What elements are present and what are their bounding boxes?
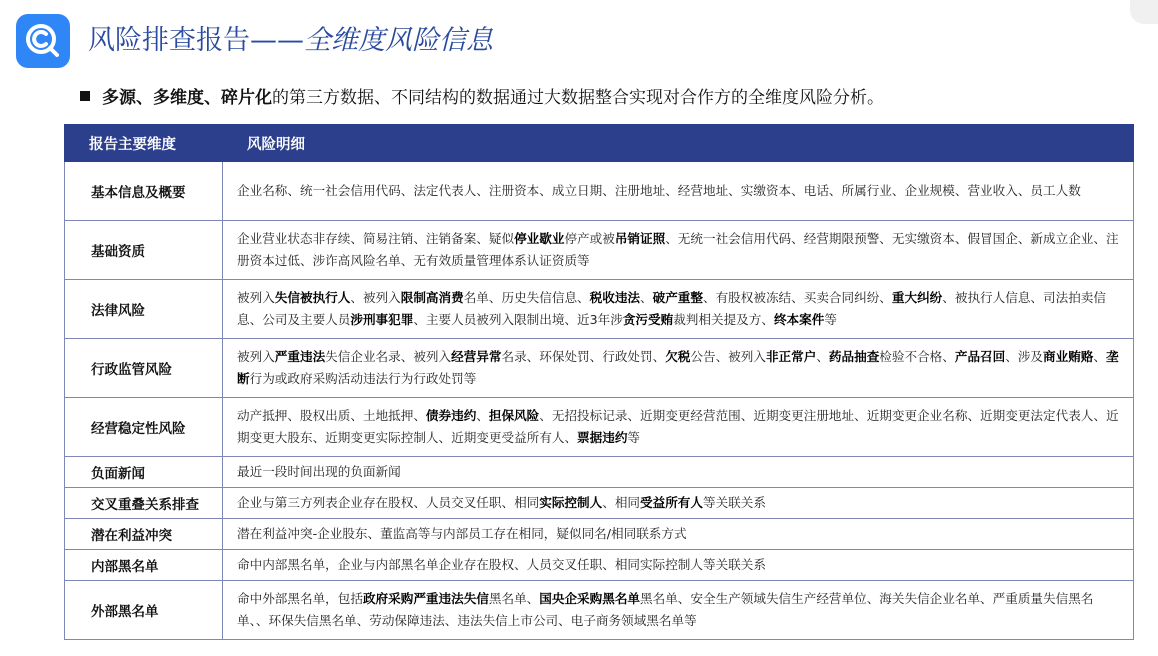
intro-rest: 的第三方数据、不同结构的数据通过大数据整合实现对合作方的全维度风险分析。 (272, 88, 884, 108)
detail-text: 企业与第三方列表企业存在股权、人员交叉任职、相同 (237, 495, 540, 510)
detail-text: 动产抵押、股权出质、土地抵押、 (237, 408, 426, 423)
detail-text: 潜在利益冲突-企业股东、董监高等与内部员工存在相同，疑似同名/相同联系方式 (237, 526, 687, 541)
corner-decoration (1130, 0, 1158, 24)
square-bullet-icon (80, 91, 90, 101)
detail-text: 命中内部黑名单，企业与内部黑名单企业存在股权、人员交叉任职、相同实际控制人等关联关系 (237, 557, 766, 572)
detail-text: 等 (627, 430, 640, 445)
intro-bullet (80, 86, 884, 110)
row-detail (223, 398, 1134, 457)
detail-emphasis: 停业歇业 (514, 231, 565, 246)
detail-emphasis: 吊销证照 (614, 231, 666, 246)
row-detail (223, 519, 1134, 550)
detail-emphasis: 票据违约 (577, 430, 628, 445)
detail-text: 公告、被列入 (690, 349, 766, 364)
detail-text: 命中外部黑名单，包括 (237, 591, 363, 606)
row-dimension: 负面新闻 (65, 457, 223, 488)
row-detail (223, 457, 1134, 488)
detail-text: 停产或被 (564, 231, 615, 246)
row-dimension: 基本信息及概要 (65, 162, 223, 221)
table-header-row (65, 125, 1134, 162)
detail-emphasis: 失信被执行人 (274, 290, 351, 305)
row-detail (223, 581, 1134, 640)
table-row (65, 581, 1134, 640)
row-dimension: 行政监管风险 (65, 339, 223, 398)
title-main: 风险排查报告—— (88, 25, 304, 56)
row-detail (223, 339, 1134, 398)
detail-emphasis: 受益所有人 (640, 495, 703, 510)
detail-text: 企业营业状态非存续、简易注销、注销备案、疑似 (237, 231, 515, 246)
detail-emphasis: 实际控制人 (539, 495, 603, 510)
detail-emphasis: 破产重整 (652, 290, 703, 305)
row-dimension: 基础资质 (65, 221, 223, 280)
detail-emphasis: 限制高消费 (400, 290, 464, 305)
detail-text: 、 (1093, 349, 1106, 364)
detail-text: 最近一段时间出现的负面新闻 (237, 464, 401, 479)
table-row (65, 519, 1134, 550)
detail-text: 、 (476, 408, 489, 423)
header-dimension: 报告主要维度 (65, 125, 223, 162)
detail-emphasis: 终本案件 (773, 312, 825, 327)
table-row (65, 457, 1134, 488)
row-detail (223, 221, 1134, 280)
detail-text: 、被执行人信息、司法拍卖信息、公司及主要人员 (237, 290, 1106, 327)
detail-text: 被列入 (237, 349, 275, 364)
magnifier-c-logo-icon (16, 14, 70, 68)
detail-emphasis: 非正常户 (765, 349, 817, 364)
table-row (65, 488, 1134, 519)
detail-text: 被列入 (237, 290, 275, 305)
detail-emphasis: 债券违约 (425, 408, 477, 423)
detail-emphasis: 产品召回 (954, 349, 1006, 364)
detail-emphasis: 商业贿赂 (1043, 349, 1094, 364)
detail-text: 、 (816, 349, 829, 364)
row-detail (223, 550, 1134, 581)
title-emphasis: 全维度风险信息 (304, 25, 493, 56)
detail-emphasis: 涉刑事犯罪 (350, 312, 414, 327)
row-detail (223, 488, 1134, 519)
table-row (65, 339, 1134, 398)
detail-emphasis: 重大纠纷 (891, 290, 943, 305)
table-row (65, 221, 1134, 280)
table-row (65, 398, 1134, 457)
detail-emphasis: 担保风险 (488, 408, 540, 423)
detail-emphasis: 垄断 (237, 349, 1119, 386)
detail-text: 等 (824, 312, 837, 327)
row-dimension: 外部黑名单 (65, 581, 223, 640)
row-dimension: 潜在利益冲突 (65, 519, 223, 550)
detail-text: 企业名称、统一社会信用代码、法定代表人、注册资本、成立日期、注册地址、经营地址、实缴资本、电话、所属行业、企业规模、营业收入、员工人数 (237, 183, 1081, 198)
row-dimension: 交叉重叠关系排查 (65, 488, 223, 519)
detail-text: 、相同 (602, 495, 640, 510)
row-detail (223, 280, 1134, 339)
detail-text: 行为或政府采购活动违法行为行政处罚等 (249, 371, 477, 386)
detail-text: 名单、历史失信信息、 (463, 290, 590, 305)
page-title (88, 24, 493, 58)
detail-emphasis: 政府采购严重违法失信 (362, 591, 489, 606)
detail-text: 、主要人员被列入限制出境、近3年涉 (413, 312, 623, 327)
detail-text: 、 (640, 290, 653, 305)
detail-emphasis: 严重违法 (274, 349, 326, 364)
detail-text: 裁判相关提及方、 (673, 312, 774, 327)
table-row (65, 550, 1134, 581)
detail-text: 、涉及 (1005, 349, 1043, 364)
detail-text: 等关联关系 (702, 495, 766, 510)
detail-emphasis: 欠税 (665, 349, 691, 364)
detail-text: 检验不合格、 (879, 349, 955, 364)
row-dimension: 经营稳定性风险 (65, 398, 223, 457)
table-body (65, 162, 1134, 640)
detail-emphasis: 国央企采购黑名单 (539, 591, 640, 606)
detail-text: 黑名单、 (488, 591, 540, 606)
detail-emphasis: 贪污受贿 (622, 312, 674, 327)
row-detail (223, 162, 1134, 221)
detail-text: 失信企业名录、被列入 (325, 349, 452, 364)
row-dimension: 法律风险 (65, 280, 223, 339)
table-row (65, 280, 1134, 339)
detail-emphasis: 药品抽查 (828, 349, 880, 364)
detail-text: 、无招投标记录、近期变更经营范围、近期变更注册地址、近期变更企业名称、近期变更法定代表人、近期变更大股东、近期变更实际控制人、近期变更受益所有人、 (237, 408, 1119, 445)
detail-text: 、被列入 (350, 290, 401, 305)
header-detail: 风险明细 (223, 125, 1134, 162)
table-row (65, 162, 1134, 221)
detail-text: 、有股权被冻结、买卖合同纠纷、 (702, 290, 892, 305)
detail-emphasis: 经营异常 (451, 349, 502, 364)
detail-text: 黑名单、安全生产领域失信生产经营单位、海关失信企业名单、严重质量失信黑名单、、环保失信黑名单、劳动保障违法、违法失信上市公司、电子商务领域黑名单等 (237, 591, 1094, 628)
detail-text: 、无统一社会信用代码、经营期限预警、无实缴资本、假冒国企、新成立企业、注册资本过低、涉诈高风险名单、无有效质量管理体系认证资质等 (237, 231, 1119, 268)
detail-emphasis: 税收违法 (589, 290, 640, 305)
risk-dimension-table (64, 124, 1134, 640)
row-dimension: 内部黑名单 (65, 550, 223, 581)
intro-bold: 多源、多维度、碎片化 (102, 88, 272, 108)
detail-text: 名录、环保处罚、行政处罚、 (501, 349, 666, 364)
